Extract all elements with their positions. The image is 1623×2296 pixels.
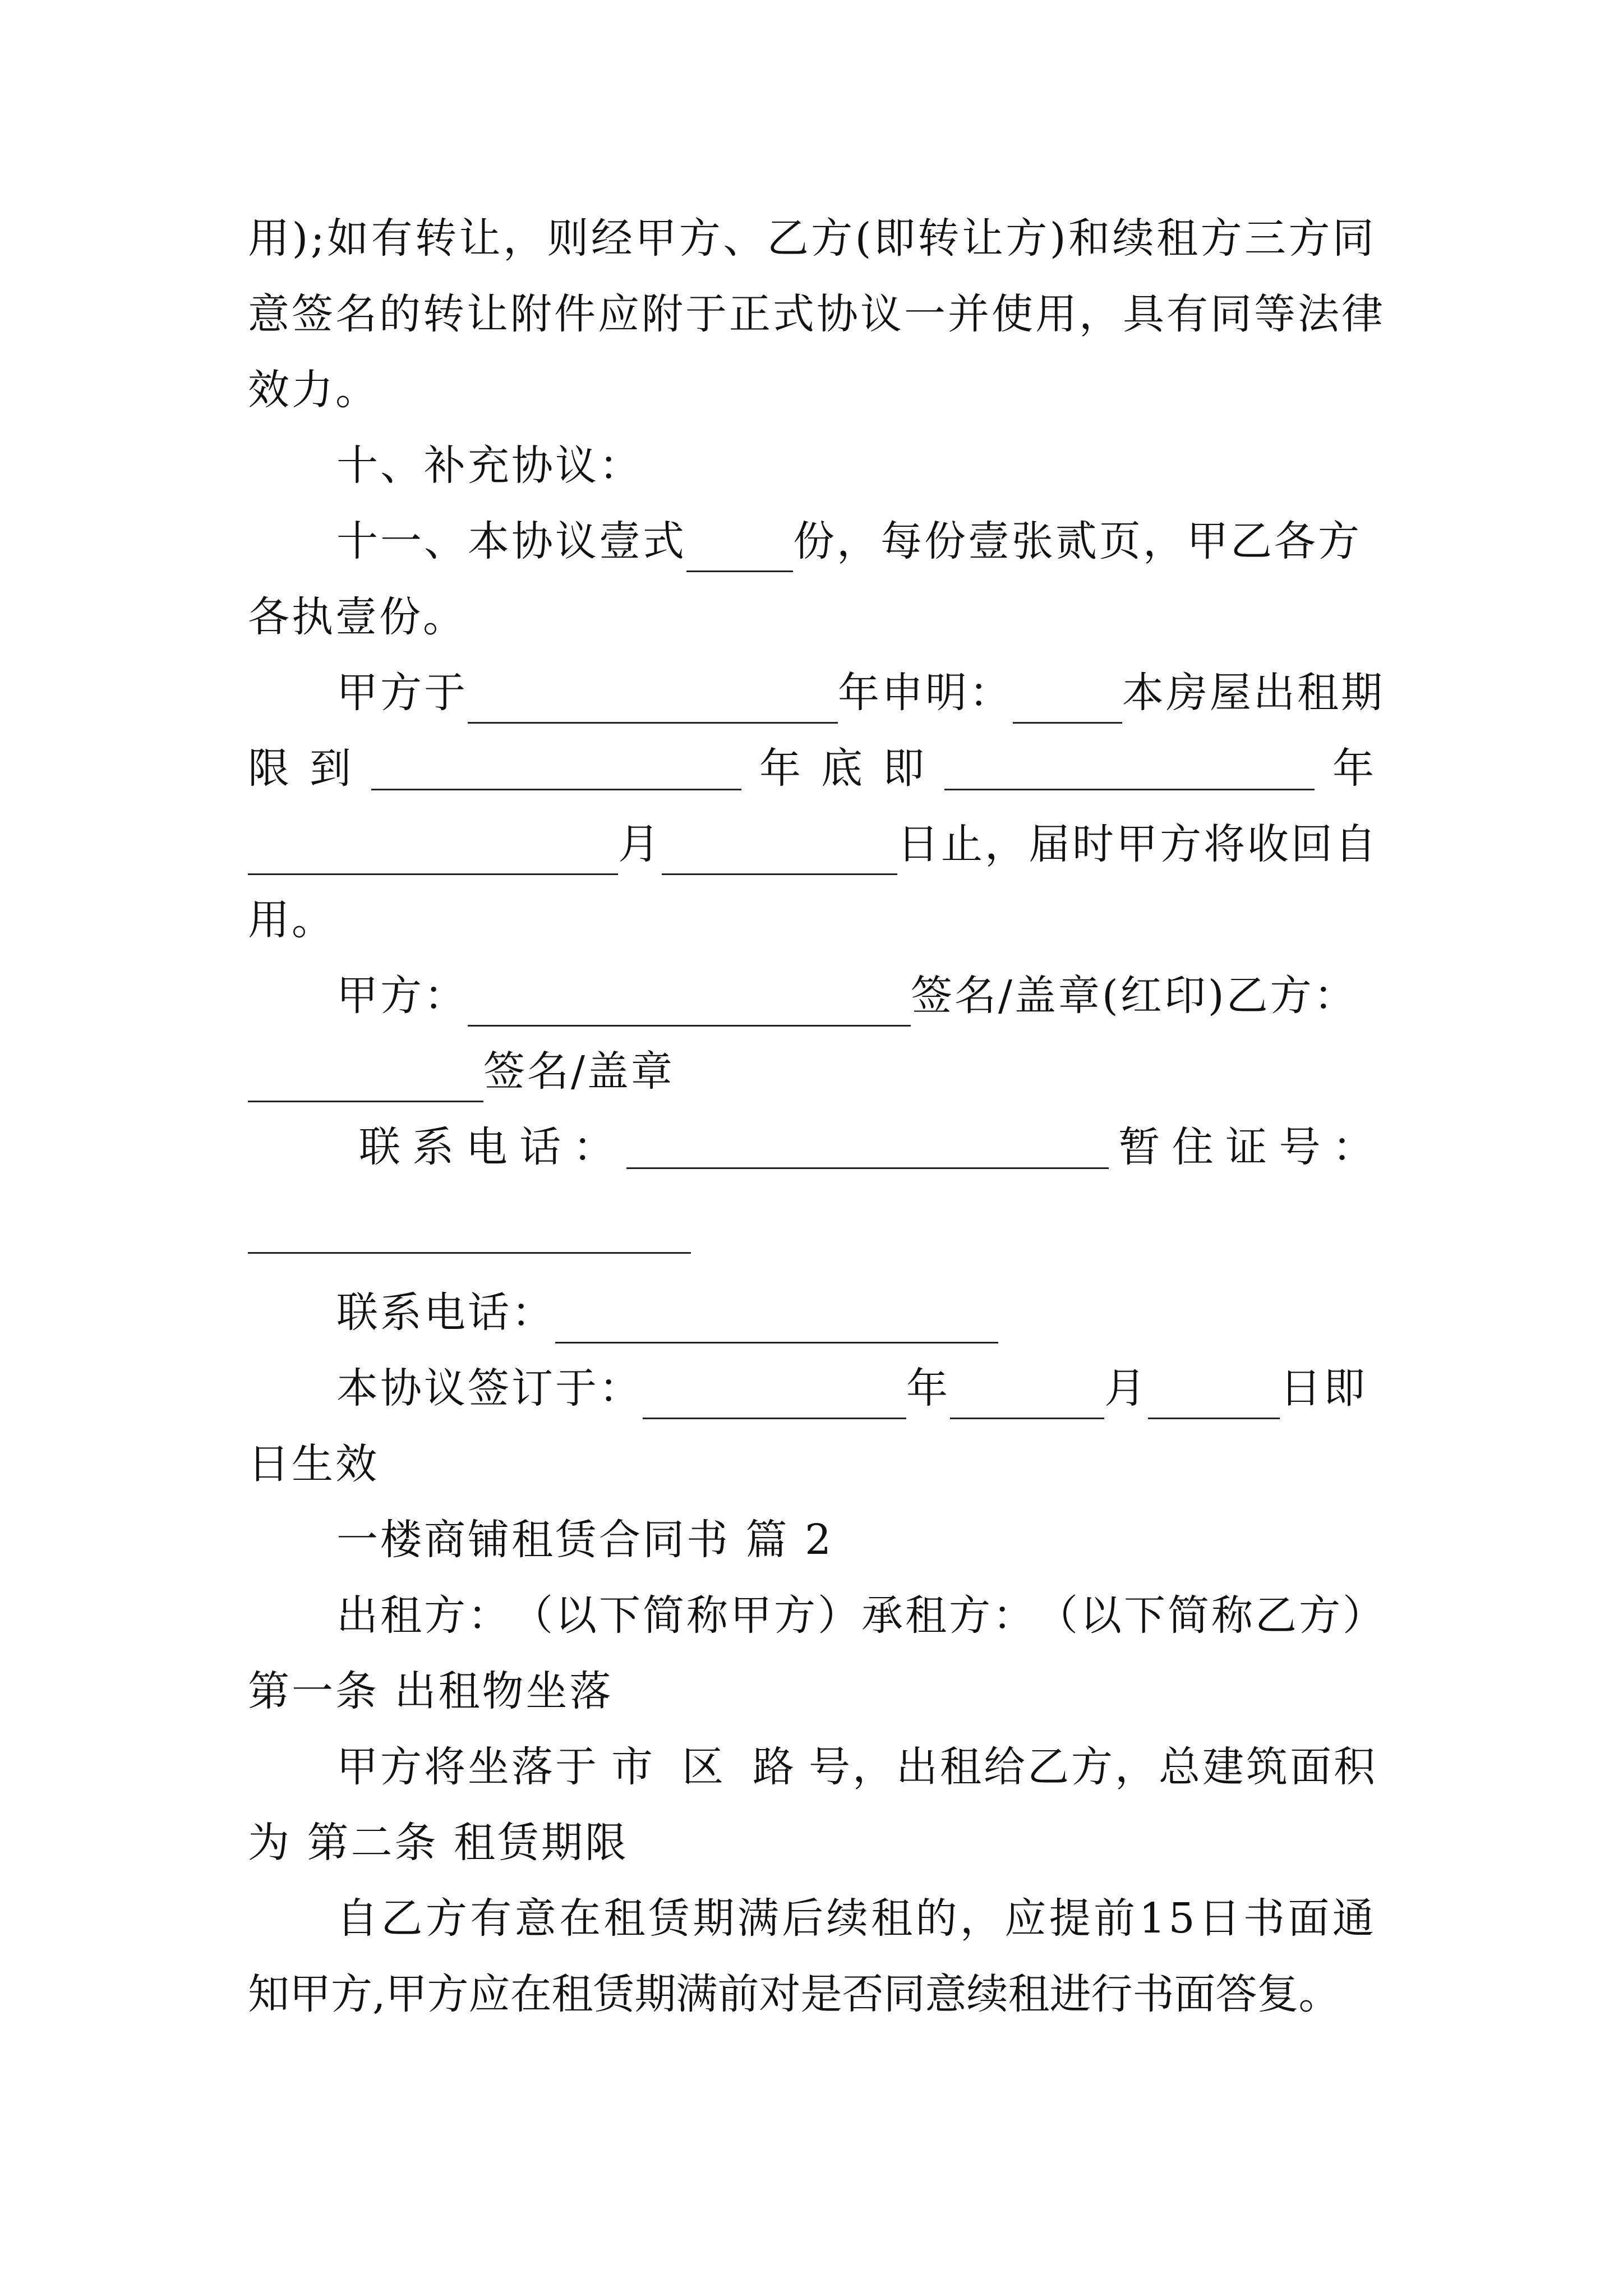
phone-label: 话 [519, 1123, 564, 1171]
declare-line-4: 用。 [248, 896, 335, 944]
glyph: 则 [547, 214, 591, 263]
glyph: 经 [591, 214, 635, 263]
glyph: 承 [861, 1591, 905, 1640]
glyph: 方 [949, 1591, 993, 1640]
glyph: ) [292, 214, 311, 263]
paragraph-line [248, 208, 1376, 269]
glyph: 以 [1080, 1591, 1124, 1640]
glyph: 名 [335, 290, 379, 338]
sign-line-2 [248, 1041, 1376, 1102]
glyph: 具 [1123, 290, 1166, 338]
declare-text: 年 [759, 744, 803, 793]
glyph: 方 [1299, 1591, 1343, 1640]
day-blank[interactable] [662, 831, 897, 875]
glyph: 如 [327, 214, 371, 263]
glyph: 法 [1298, 290, 1341, 338]
declare-text-c: 本房屋出租期 [1122, 669, 1385, 717]
glyph: 让 [961, 214, 1006, 263]
glyph: 用 [1035, 290, 1079, 338]
signed-line-2: 日生效 [248, 1440, 379, 1488]
declare-text: 日止，届时甲方将收回自 [897, 820, 1378, 868]
glyph: 等 [1254, 290, 1298, 338]
glyph: 方 [425, 1894, 469, 1943]
glyph: 附 [510, 290, 554, 338]
clause-11-text: 十一、本协议壹式 [336, 517, 686, 565]
glyph: 有 [470, 1894, 514, 1943]
glyph: 以 [555, 1591, 599, 1640]
phone-label: ： [573, 1123, 617, 1171]
glyph: 日 [1198, 1894, 1243, 1943]
glyph: 转 [415, 214, 459, 263]
glyph: 让 [459, 214, 503, 263]
party-b-blank[interactable] [248, 1059, 483, 1102]
glyph: 意 [514, 1894, 559, 1943]
declare-text: 限 [248, 744, 292, 793]
id-line [248, 1192, 1376, 1254]
glyph: ) [1049, 214, 1068, 263]
glyph: 租 [380, 1591, 424, 1640]
glyph: 正 [729, 290, 773, 338]
glyph: 律 [1341, 290, 1385, 338]
glyph: 甲 [635, 214, 679, 263]
glyph: 方 [774, 1591, 818, 1640]
glyph: 后 [782, 1894, 826, 1943]
sign-text: 甲方： [336, 972, 468, 1020]
glyph: 简 [1168, 1591, 1211, 1640]
renew-line [336, 1888, 1376, 1949]
glyph: 称 [686, 1591, 730, 1640]
declare-text: 到 [310, 744, 353, 793]
glyph: 件 [554, 290, 598, 338]
phone-line-2 [336, 1282, 1376, 1343]
glyph: 租 [603, 1894, 648, 1943]
glyph: ; [310, 214, 327, 263]
glyph: 自 [336, 1894, 380, 1943]
glyph: 5 [1168, 1894, 1197, 1943]
signed-text: 年 [906, 1364, 950, 1412]
glyph: 议 [860, 290, 904, 338]
phone-blank-2[interactable] [555, 1300, 998, 1343]
clause-10-heading: 十、补充协议： [336, 441, 643, 490]
glyph: 1 [1139, 1894, 1168, 1943]
year-blank-2[interactable] [371, 747, 741, 790]
signed-month-blank[interactable] [950, 1375, 1104, 1419]
declare-text-b: 年申明： [838, 669, 1013, 717]
glyph: 在 [559, 1894, 603, 1943]
glyph: 同 [1210, 290, 1254, 338]
glyph: 于 [685, 290, 729, 338]
party-a-blank[interactable] [468, 983, 911, 1027]
id-label: ： [1332, 1123, 1376, 1171]
glyph: 简 [643, 1591, 686, 1640]
copies-blank[interactable] [686, 528, 793, 572]
declare-text: 月 [618, 820, 662, 868]
glyph: 满 [737, 1894, 781, 1943]
glyph: ， [1079, 290, 1123, 338]
glyph: 应 [598, 290, 642, 338]
section-2-title: 一楼商铺租赁合同书 篇 2 [336, 1516, 834, 1564]
glyph: 提 [1049, 1894, 1093, 1943]
glyph: 的 [915, 1894, 960, 1943]
declare-line-2 [248, 738, 1376, 799]
glyph: 协 [817, 290, 860, 338]
location-text: 甲方将坐落于 [336, 1743, 599, 1791]
glyph: 租 [905, 1591, 949, 1640]
declare-text: 底 [821, 744, 865, 793]
glyph: （ [1036, 1591, 1080, 1640]
signed-text: 月 [1104, 1364, 1148, 1412]
glyph: 方 [1200, 214, 1244, 263]
signed-text: 本协议签订于： [336, 1364, 643, 1412]
phone-line [359, 1116, 1376, 1178]
glyph: ， [960, 1894, 1004, 1943]
signed-line [336, 1358, 1376, 1419]
glyph: 签 [292, 290, 335, 338]
glyph: 通 [1332, 1894, 1376, 1943]
month-blank[interactable] [248, 831, 618, 875]
glyph: 方 [1006, 214, 1050, 263]
declare-line [336, 662, 1385, 724]
glyph: 书 [1243, 1894, 1287, 1943]
glyph: ， [502, 214, 547, 263]
declare-text: 甲方于 [336, 669, 468, 717]
glyph: 租 [1156, 214, 1200, 263]
glyph: ） [1343, 1591, 1386, 1640]
glyph: 转 [917, 214, 962, 263]
paragraph-line: 效力。 [248, 366, 379, 414]
glyph: 有 [1166, 290, 1210, 338]
id-number-blank[interactable] [248, 1210, 691, 1254]
glyph: （ [511, 1591, 555, 1640]
parties-line [336, 1585, 1386, 1646]
glyph: 附 [642, 290, 685, 338]
phone-label: 电 [465, 1123, 510, 1171]
glyph: 前 [1094, 1894, 1138, 1943]
id-label: 暂 [1118, 1123, 1163, 1171]
declare-line-3 [248, 813, 1376, 875]
glyph: 并 [948, 290, 992, 338]
glyph: 三 [1244, 214, 1288, 263]
glyph: 下 [599, 1591, 643, 1640]
sign-line [336, 965, 1376, 1027]
glyph: 续 [1112, 214, 1156, 263]
glyph: 乙 [1255, 1591, 1299, 1640]
id-label: 号 [1279, 1123, 1323, 1171]
glyph: 方 [679, 214, 723, 263]
renew-line-2: 知甲方,甲方应在租赁期满前对是否同意续租进行书面答复。 [248, 1970, 1340, 2018]
location-text: 路 [753, 1743, 796, 1791]
signed-text: 日即 [1280, 1364, 1367, 1412]
id-label: 住 [1172, 1123, 1216, 1171]
glyph: 让 [467, 290, 510, 338]
glyph: ） [818, 1591, 861, 1640]
article-2-heading: 为 第二条 租赁期限 [248, 1819, 629, 1867]
glyph: 称 [1211, 1591, 1255, 1640]
glyph: 乙 [767, 214, 811, 263]
glyph: 续 [826, 1894, 870, 1943]
glyph: 出 [336, 1591, 380, 1640]
glyph: 同 [1332, 214, 1376, 263]
signed-year-blank[interactable] [643, 1375, 906, 1419]
glyph: 期 [693, 1894, 737, 1943]
glyph: 下 [1124, 1591, 1168, 1640]
clause-11-line [336, 510, 1376, 572]
article-1-heading: 第一条 出租物坐落 [248, 1667, 614, 1715]
glyph: ： [468, 1591, 511, 1640]
declare-text: 年 [1332, 744, 1376, 793]
declare-blank[interactable] [1013, 680, 1122, 724]
glyph: 一 [904, 290, 948, 338]
sign-text-b: 签名/盖章(红印)乙方： [911, 972, 1358, 1020]
glyph: 即 [873, 214, 917, 263]
signed-day-blank[interactable] [1148, 1375, 1280, 1419]
location-text: 号，出租给乙方，总建筑面积 [809, 1743, 1377, 1791]
paragraph-line [248, 283, 1385, 345]
clause-11-cont: 各执壹份。 [248, 593, 467, 641]
glyph: 方 [1288, 214, 1332, 263]
year-blank[interactable] [468, 680, 838, 724]
glyph: 、 [723, 214, 767, 263]
glyph: 意 [248, 290, 292, 338]
glyph: 赁 [648, 1894, 692, 1943]
glyph: 乙 [381, 1894, 425, 1943]
glyph: ( [855, 214, 874, 263]
phone-label-2: 联系电话： [336, 1289, 555, 1337]
phone-label: 系 [412, 1123, 457, 1171]
id-label: 证 [1225, 1123, 1270, 1171]
glyph: 的 [379, 290, 423, 338]
clause-11-text-b: 份，每份壹张贰页，甲乙各方 [793, 517, 1362, 565]
phone-label: 联 [359, 1123, 403, 1171]
glyph: 式 [773, 290, 817, 338]
phone-blank[interactable] [626, 1125, 1109, 1169]
year-blank-3[interactable] [944, 747, 1315, 790]
glyph: ： [993, 1591, 1036, 1640]
glyph: 面 [1288, 1894, 1332, 1943]
glyph: 转 [423, 290, 467, 338]
glyph: 方 [424, 1591, 468, 1640]
glyph: 甲 [730, 1591, 774, 1640]
glyph: 使 [992, 290, 1035, 338]
location-text: 市 [611, 1743, 655, 1791]
glyph: 租 [871, 1894, 915, 1943]
glyph: 和 [1068, 214, 1113, 263]
glyph: 应 [1004, 1894, 1049, 1943]
glyph: 方 [811, 214, 855, 263]
location-text: 区 [682, 1743, 726, 1791]
declare-text: 即 [883, 744, 926, 793]
location-line [336, 1736, 1376, 1798]
glyph: 有 [371, 214, 415, 263]
glyph: 用 [248, 214, 292, 263]
sign-text-c: 签名/盖章 [483, 1047, 675, 1096]
